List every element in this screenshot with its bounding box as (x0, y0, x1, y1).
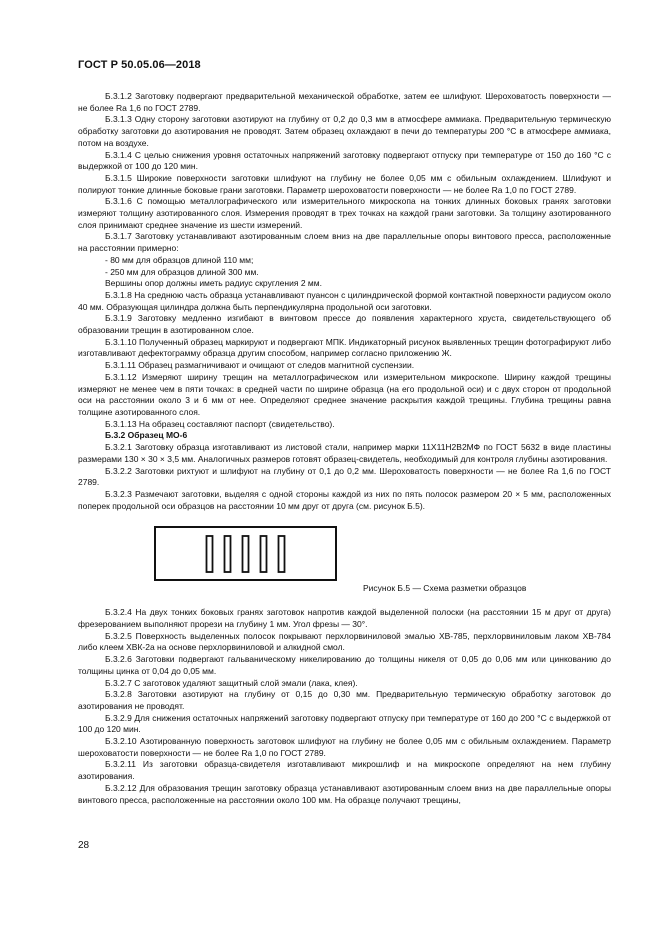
paragraph: Б.3.2.9 Для снижения остаточных напряжений заготовку подвергают отпуску при температуре от 160 до 200 °С с выдержкой от 100 до 120 мин. (78, 712, 611, 735)
paragraph: Б.3.1.5 Широкие поверхности заготовки шлифуют на глубину не более 0,05 мм с обильным охлаждением. Шлифуют и полируют тонкие длинные боковые грани заготовки. Параметр шероховатости поверхности — не более Ra 1,0 по ГОСТ 2789. (78, 172, 611, 195)
paragraph: Б.3.2.5 Поверхность выделенных полосок покрывают перхлорвиниловой эмалью ХВ-785, перхлорвиниловым лаком ХВ-784 либо клеем ХВК-2а на основе перхлорвиниловой и алкидной смол. (78, 630, 611, 653)
marked-strip (261, 536, 267, 572)
figure-b5-caption: Рисунок Б.5 — Схема разметки образцов (363, 583, 527, 594)
paragraph: Б.3.1.10 Полученный образец маркируют и подвергают МПК. Индикаторный рисунок выявленных трещин фотографируют либо изготавливают дефектограмму образца другим способом, например согласно приложению Ж. (78, 336, 611, 359)
document-body (78, 91, 611, 806)
paragraph: Б.3.1.9 Заготовку медленно изгибают в винтовом прессе до появления характерного хруста, свидетельствующего об образовании трещин в азотированном слое. (78, 313, 611, 336)
paragraph: Б.3.2.4 На двух тонких боковых гранях заготовок напротив каждой выделенной полоски (на расстоянии 15 м друг от друга) фрезерованием выполняют прорези на глубину 1 мм. Угол фрезы — 30°. (78, 607, 611, 630)
figure-b5 (78, 524, 611, 602)
paragraph: Б.3.1.8 На среднюю часть образца устанавливают пуансон с цилиндрической формой контактной поверхности радиусом около 40 мм. Образующая цилиндра должна быть перпендикулярна продольной оси заготовки. (78, 289, 611, 312)
paragraph: - 80 мм для образцов длиной 110 мм; (105, 254, 254, 265)
paragraphs-bottom (78, 607, 611, 806)
paragraphs-top (78, 91, 611, 512)
paragraph: Б.3.2.1 Заготовку образца изготавливают из листовой стали, например марки 11Х11Н2В2МФ по ГОСТ 5632 в виде пластины размерами 130 × 30 × 3,5 мм. Аналогичных размеров готовят образец-свидетель, необходимый для контроля глубины азотирования. (78, 442, 611, 464)
figure-b5-drawing (154, 526, 337, 581)
paragraph: Вершины опор должны иметь радиус скругления 2 мм. (105, 278, 322, 289)
paragraph: Б.3.2.12 Для образования трещин заготовку образца устанавливают азотированным слоем вниз на две параллельные опоры винтового пресса, расположенные на расстоянии около 100 мм. На образце получают трещины, (78, 782, 611, 805)
paragraph: - 250 мм для образцов длиной 300 мм. (105, 266, 259, 277)
paragraph: Б.3.1.7 Заготовку устанавливают азотированным слоем вниз на две параллельные опоры винтового пресса, расположенные на расстоянии примерно: (78, 231, 611, 254)
paragraph: Б.3.1.3 Одну сторону заготовки азотируют на глубину от 0,2 до 0,3 мм в атмосфере аммиака. Предварительную термическую обработку заготовки до азотирования не проводят. Затем образец охлаждают в печи до температуры 200 °С в атмосфере аммиака, потом на воздухе. (78, 114, 611, 148)
marked-strip (279, 536, 285, 572)
paragraph: Б.3.2.11 Из заготовки образца-свидетеля изготавливают микрошлиф и на микроскопе определяют на нем глубину азотирования. (78, 759, 611, 782)
page-number: 28 (78, 840, 90, 851)
paragraph: Б.3.2 Образец МО-6 (105, 430, 188, 441)
paragraph: Б.3.2.3 Размечают заготовки, выделяя с одной стороны каждой из них по пять полосок размером 20 × 5 мм, расположенных поперек продольной оси образцов на расстоянии 10 мм друг от друга (см. рисунок Б.5). (78, 488, 611, 511)
paragraph: Б.3.2.10 Азотированную поверхность заготовок шлифуют на глубину не более 0,05 мм с обильным охлаждением. Параметр шероховатости поверхности — не более Ra 1,0 по ГОСТ 2789. (78, 736, 611, 758)
paragraph: Б.3.2.2 Заготовки рихтуют и шлифуют на глубину от 0,1 до 0,2 мм. Шероховатость поверхности — не более Ra 1,6 по ГОСТ 2789. (78, 465, 611, 488)
marked-strip (225, 536, 231, 572)
document-header: ГОСТ Р 50.05.06—2018 (78, 59, 201, 71)
paragraph: Б.3.2.7 С заготовок удаляют защитный слой эмали (лака, клея). (105, 677, 358, 688)
paragraph: Б.3.2.8 Заготовки азотируют на глубину от 0,15 до 0,30 мм. Предварительную термическую обработку заготовок до азотирования не проводят. (78, 689, 611, 711)
paragraph: Б.3.1.12 Измеряют ширину трещин на металлографическом или измерительном микроскопе. Ширину каждой трещины измеряют не менее чем в пяти точках: в средней части по ширине образца (на его продольной оси) и с двух сторон от продольной оси на расстоянии около 3 и 6 мм от нее. Определяют среднее значение раскрытия каждой трещины. Глубина трещины равна толщине азотированного слоя. (78, 371, 611, 417)
strip-marking-diagram (156, 528, 335, 579)
paragraph: Б.3.2.6 Заготовки подвергают гальваническому никелированию до толщины никеля от 0,05 до 0,06 мм или цинкованию до толщины цинка от 0,04 до 0,05 мм. (78, 654, 611, 676)
paragraph: Б.3.1.13 На образец составляют паспорт (свидетельство). (105, 418, 335, 429)
paragraph: Б.3.1.11 Образец размагничивают и очищают от следов магнитной суспензии. (105, 360, 415, 371)
marked-strip (207, 536, 213, 572)
paragraph: Б.3.1.4 С целью снижения уровня остаточных напряжений заготовку подвергают отпуску при температуре от 150 до 160 °С с выдержкой от 100 до 120 мин. (78, 149, 611, 172)
paragraph: Б.3.1.2 Заготовку подвергают предварительной механической обработке, затем ее шлифуют. Шероховатость поверхности — не более Ra 1,6 по ГОСТ 2789. (78, 91, 611, 113)
paragraph: Б.3.1.6 С помощью металлографического или измерительного микроскопа на тонких длинных боковых гранях заготовки измеряют толщину азотированного слоя. Измерения проводят в трех точках на каждой грани заготовки. За толщину азотированного слоя принимают среднее значение из шести измерений. (78, 196, 611, 230)
marked-strip (243, 536, 249, 572)
